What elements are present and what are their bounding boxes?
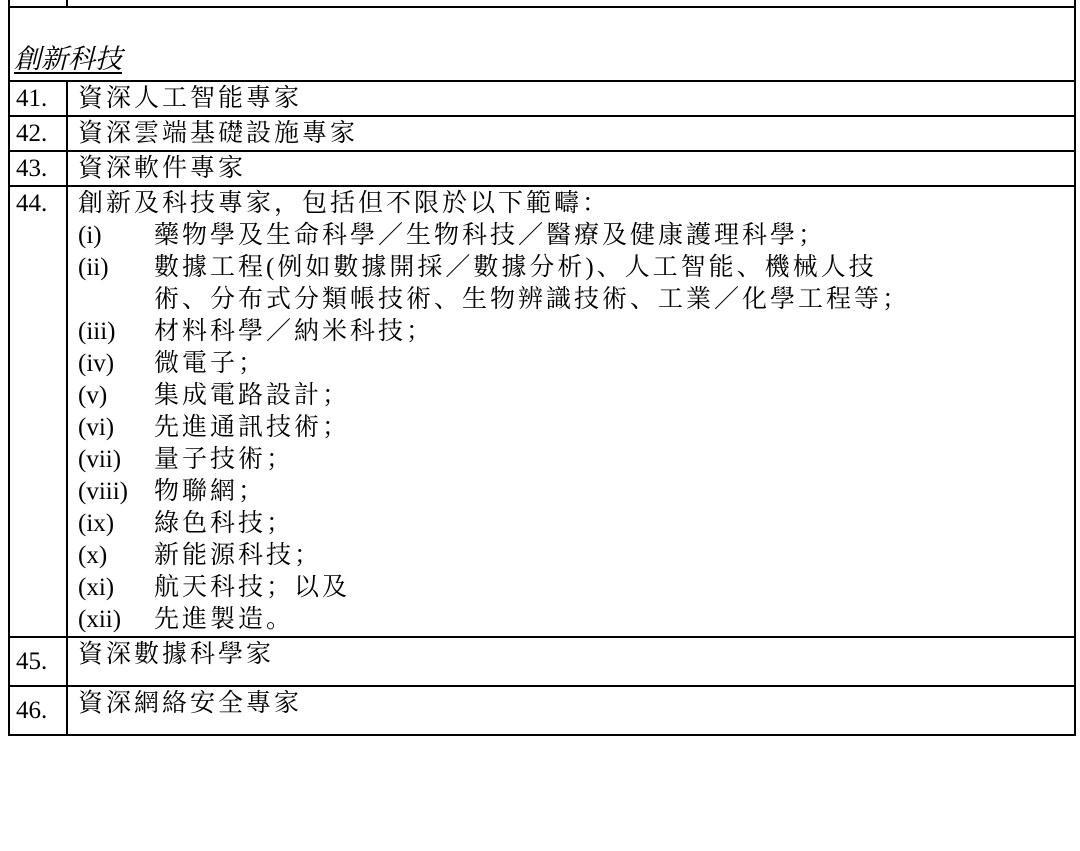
item-number: 44. [9,186,67,637]
list-item [78,252,1074,316]
sub-item-label: (ii) [78,254,109,281]
list-item [78,572,1074,604]
section-header-row [9,7,1075,81]
sub-item-label: (vii) [78,446,122,473]
sub-item-text: 先進製造。 [154,606,295,633]
list-item [78,220,1074,252]
occupation-table [8,0,1076,736]
list-item [78,540,1074,572]
sub-item-list [78,220,1074,636]
table-row [9,151,1075,186]
table-row [9,686,1075,735]
item-number: 42. [9,116,67,151]
sub-item-label: (xi) [78,574,115,601]
sub-item-text: 藥物學及生命科學／生物科技／醫療及健康護理科學； [154,222,827,249]
sub-item-continuation: 術、分布式分類帳技術、生物辨識技術、工業／化學工程等； [154,286,911,313]
sub-item-text: 綠色科技； [154,510,295,537]
item-text: 資深軟件專家 [67,151,1075,186]
sub-item-text: 數據工程(例如數據開採／數據分析)、人工智能、機械人技 [154,254,877,281]
sub-item-label: (iv) [78,350,115,377]
sub-item-text: 先進通訊技術； [154,414,351,441]
section-header-cell [9,7,1075,81]
sub-item-text: 物聯網； [154,478,267,505]
list-item [78,316,1074,348]
table-row [9,186,1075,637]
list-item [78,380,1074,412]
list-item [78,348,1074,380]
sub-item-label: (ix) [78,510,115,537]
list-item [78,444,1074,476]
item-number: 41. [9,81,67,116]
item-text: 資深人工智能專家 [67,81,1075,116]
table-row [9,81,1075,116]
sub-item-text: 微電子； [154,350,267,377]
sub-item-label: (x) [78,542,108,569]
item-number: 45. [9,637,67,686]
table-top-row [9,0,1075,7]
item-text-block [67,186,1075,637]
item-text: 資深數據科學家 [67,637,1075,686]
table-row [9,116,1075,151]
sub-item-label: (i) [78,222,102,249]
top-cell-num [9,0,67,7]
list-item [78,476,1074,508]
sub-item-text: 新能源科技； [154,542,323,569]
list-item [78,412,1074,444]
sub-item-label: (vi) [78,414,115,441]
item-number: 46. [9,686,67,735]
top-cell-text [67,0,1075,7]
section-title: 創新科技 [14,44,122,74]
sub-item-label: (v) [78,382,108,409]
sub-item-text: 材料科學／納米科技； [154,318,435,345]
list-item [78,508,1074,540]
sub-item-text: 集成電路設計； [154,382,351,409]
sub-item-text: 量子技術； [154,446,295,473]
list-item [78,604,1074,636]
item-text: 資深雲端基礎設施專家 [67,116,1075,151]
item-number: 43. [9,151,67,186]
table-row [9,637,1075,686]
sub-item-label: (viii) [78,478,128,505]
sub-item-label: (iii) [78,318,116,345]
sub-item-label: (xii) [78,606,122,633]
item-text: 資深網絡安全專家 [67,686,1075,735]
item-text: 創新及科技專家，包括但不限於以下範疇： [78,190,611,217]
sub-item-text: 航天科技；以及 [154,574,351,601]
